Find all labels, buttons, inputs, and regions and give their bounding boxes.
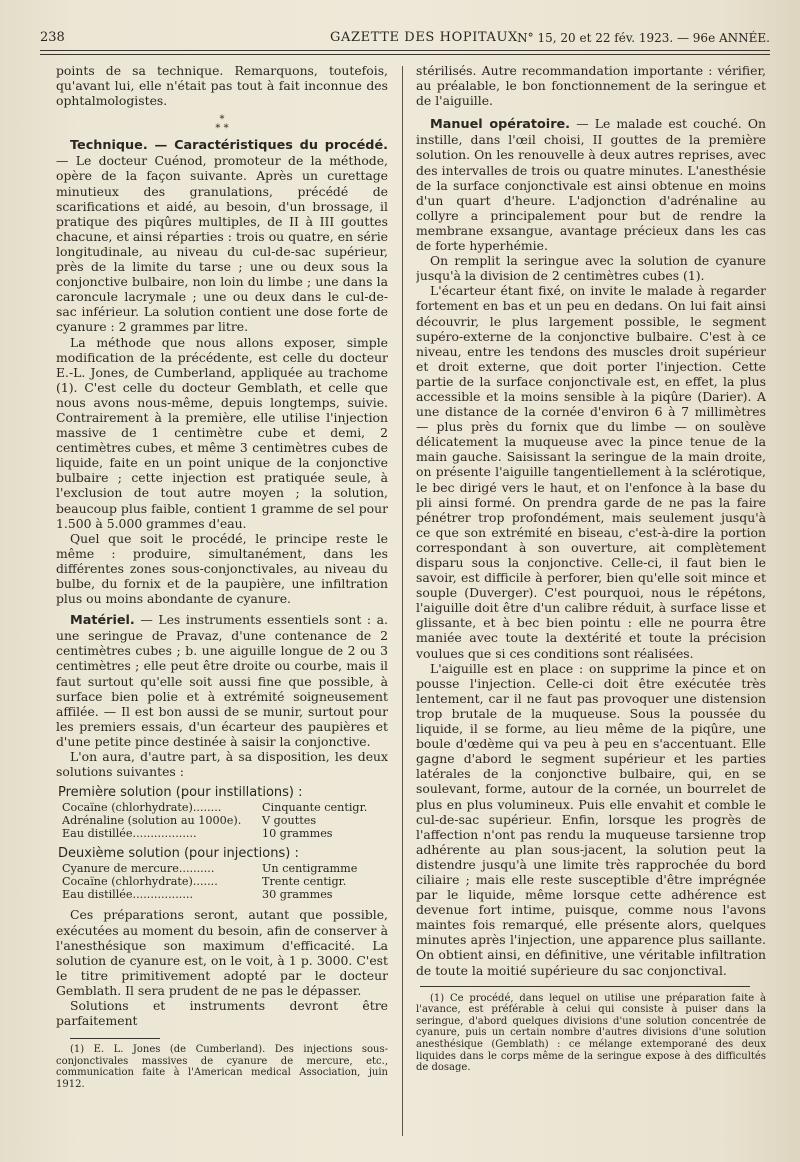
paragraph: stérilisés. Autre recommandation importante : vérifier, au préalable, le bon fonctionnement de la seringue et de l'aiguille. — [416, 63, 766, 109]
page-number: 238 — [40, 30, 65, 45]
solution-title: Deuxième solution (pour injections) : — [58, 846, 299, 862]
recipe-row: Eau distillée.................. 10 grammes — [62, 827, 333, 841]
section-separator: * * * — [215, 114, 229, 135]
page-header — [40, 30, 770, 46]
footnote-rule — [420, 986, 750, 987]
column-divider — [402, 66, 403, 1136]
recipe-row: Cocaïne (chlorhydrate)........ Cinquante centigr. — [62, 801, 368, 815]
recipe-list — [62, 862, 388, 901]
section-heading-manuel: Manuel opératoire. — [430, 117, 571, 133]
paragraph: La méthode que nous allons exposer, simple modification de la précédente, est celle du docteur E.-L. Jones, de Cumberland, appliquée au trachome (1). C'est celle du docteur Gemblath, et celle que nous avons nous-même, depuis longtemps, suivie. Contrairement à la première, elle utilise l'injection massive de 1 centimètre cube et demi, 2 centimètres cubes, et même 3 centimètres cubes de liquide, faite en un point unique de la conjonctive bulbaire ; cette injection est pratiquée seule, à l'exclusion de tout autre moyen ; la solution, beaucoup plus faible, contient 1 gramme de sel pour 1.500 à 5.000 grammes d'eau. — [56, 334, 388, 531]
footnote-rule — [70, 1038, 160, 1039]
header-rule-thin — [40, 54, 770, 55]
manuel-paragraph: Manuel opératoire. — Le malade est couché. On instille, dans l'œil choisi, II gouttes de la première solution. On les renouvelle à deux autres reprises, avec des intervalles de trois ou quatre minutes. L'anesthésie de la surface conjonctivale est ainsi obtenue en moins d'un quart d'heure. L'adjonction d'adrénaline au collyre a principalement pour but de rendre la membrane exsangue, avantage précieux dans les cas de forte hyperhémie. — [416, 116, 766, 254]
section-heading-technique: Technique. — Caractéristiques du procédé. — [70, 138, 388, 154]
right-column — [416, 63, 766, 1148]
section-heading-materiel: Matériel. — [70, 613, 135, 629]
paragraph: Quel que soit le procédé, le principe reste le même : produire, simultanément, dans les différentes zones sous-conjonctivales, au niveau du bulbe, du fornix et de la paupière, une infiltration plus ou moins abondante de cyanure. — [56, 530, 388, 607]
recipe-row: Eau distillée................. 30 grammes — [62, 888, 333, 902]
journal-title: GAZETTE DES HOPITAUX — [330, 30, 518, 45]
footnote: (1) Ce procédé, dans lequel on utilise une préparation faite à l'avance, est préférable à celui qui consiste à puiser dans la seringue, d'abord quelques divisions d'une solution concentrée de cyanure, puis un certain nombre d'autres divisions d'une solution anesthésique (Gemblath) : ce mélange extemporané des deux liquides dans le corps même de la seringue expose à des difficultés de dosage. — [416, 992, 766, 1074]
paragraph: L'on aura, d'autre part, à sa disposition, les deux solutions suivantes : — [56, 749, 388, 780]
paragraph: L'écarteur étant fixé, on invite le malade à regarder fortement en bas et un peu en dedans. On lui fait ainsi découvrir, le plus largement possible, le segment supéro-externe de la conjonctive bulbaire. C'est à ce niveau, entre les tendons des muscles droit supérieur et droit externe, que doit porter l'injection. Cette partie de la surface conjonctivale est, en effet, la plus accessible et la moins sensible à la piqûre (Darier). A une distance de la cornée d'environ 6 à 7 millimètres — plus près du fornix que du limbe — on soulève délicatement la muqueuse avec la pince tenue de la main gauche. Saisissant la seringue de la main droite, on présente l'aiguille tangentiellement à la sclérotique, le bec dirigé vers le haut, et on l'enfonce à la base du pli ainsi formé. On prendra garde de ne pas la faire pénétrer trop profondément, mais seulement jusqu'à ce que son extrémité en biseau, c'est-à-dire la portion correspondant à son ouverture, ait complètement disparu sous la conjonctive. Celle-ci, il faut bien le savoir, est difficile à perforer, bien qu'elle soit mince et souple (Duverger). C'est pourquoi, nous le répétons, l'aiguille doit être d'un calibre réduit, à surface lisse et glissante, et à bec bien pointu : elle ne pourra être maniée avec toute la dextérité et toute la précision voulues que si ces conditions sont réalisées. — [416, 283, 766, 661]
solution-title: Première solution (pour instillations) : — [58, 785, 303, 801]
paragraph: L'aiguille est en place : on supprime la pince et on pousse l'injection. Celle-ci doit être exécutée très lentement, car il ne faut pas provoquer une distension trop brutale de la muqueuse. Sous la poussée du liquide, il se forme, au lieu même de la piqûre, une boule d'œdème qui va peu à peu en s'accentuant. Elle gagne d'abord le segment supérieur et les parties latérales de la conjonctive bulbaire, qui, en se soulevant, forme, autour de la cornée, un bourrelet de plus en plus volumineux. Puis elle envahit et comble le cul-de-sac supérieur. Enfin, lorsque les progrès de l'affection n'ont pas rendu la muqueuse tarsienne trop adhérente au plan sous-jacent, la solution peut la distendre jusqu'à une limite très rapprochée du bord ciliaire ; mais elle reste susceptible d'être imprégnée par le liquide, même lorsque cette adhérence est devenue fort intime, puisque, comme nous l'avons maintes fois remarqué, elle présente alors, quelques minutes après l'injection, une apparence plus saillante. On obtient ainsi, en définitive, une véritable infiltration de toute la moitié supérieure du sac conjonctival. — [416, 660, 766, 978]
paragraph: Ces préparations seront, autant que possible, exécutées au moment du besoin, afin de conserver à l'anesthésique son maximum d'efficacité. La solution de cyanure est, on le voit, à 1 p. 3000. C'est le titre primitivement adopté par le docteur Gemblath. Il sera prudent de ne pas le dépasser. — [56, 907, 388, 998]
footnote: (1) E. L. Jones (de Cumberland). Des injections sous-conjonctivales massives de cyanure de mercure, etc., communication faite à l'American medical Association, juin 1912. — [56, 1044, 388, 1090]
paragraph: On remplit la seringue avec la solution de cyanure jusqu'à la division de 2 centimètres cubes (1). — [416, 253, 766, 284]
paragraph: points de sa technique. Remarquons, toutefois, qu'avant lui, elle n'était pas tout à fait inconnue des ophtalmologistes. — [56, 63, 388, 109]
recipe-list — [62, 801, 388, 840]
technique-paragraph: Technique. — Caractéristiques du procédé. — Le docteur Cuénod, promoteur de la méthode, opère de la façon suivante. Après un curettage minutieux des granulations, précédé de scarifications et aidé, au besoin, d'un brossage, il pratique des piqûres multiples, de II à III gouttes chacune, et ainsi réparties : trois ou quatre, en série longitudinale, au niveau du cul-de-sac supérieur, près de la limite du tarse ; une ou deux sous la conjonctive bulbaire, non loin du limbe ; une dans la caroncule lacrymale ; une ou deux dans le cul-de-sac inférieur. La solution contient une dose forte de cyanure : 2 grammes par litre. — [56, 138, 388, 335]
recipe-row: Cyanure de mercure.......... Un centigramme — [62, 862, 358, 876]
materiel-paragraph: Matériel. — Les instruments essentiels sont : a. une seringue de Pravaz, d'une contenance de 2 centimètres cubes ; b. une aiguille longue de 2 ou 3 centimètres ; elle peut être droite ou courbe, mais il faut surtout qu'elle soit aussi fine que possible, à surface bien polie et à extrémité soigneusement affilée. — Il est bon aussi de se munir, surtout pour les premiers essais, d'un écarteur des paupières et d'une petite pince destinée à saisir la conjonctive. — [56, 612, 388, 749]
recipe-row: Adrénaline (solution au 1000e). V gouttes — [62, 814, 317, 828]
header-rule — [40, 50, 770, 51]
recipe-row: Cocaïne (chlorhydrate)....... Trente centigr. — [62, 875, 347, 889]
issue-info: N° 15, 20 et 22 fév. 1923. — 96e ANNÉE. — [517, 31, 770, 45]
paragraph: Solutions et instruments devront être parfaitement — [56, 997, 388, 1029]
left-column — [56, 63, 388, 1148]
